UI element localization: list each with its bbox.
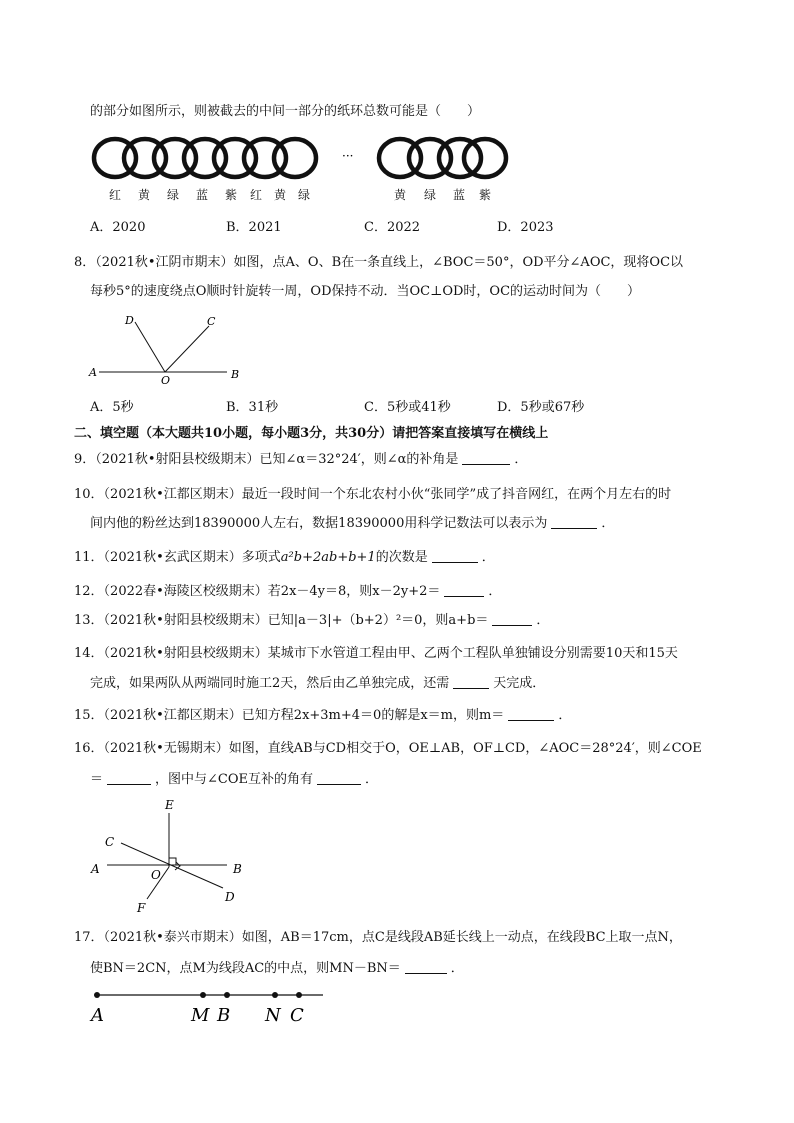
q8-label-a: A xyxy=(89,366,97,379)
q8-option-a[interactable]: A．5秒 xyxy=(90,400,134,415)
q17-label-m: M xyxy=(191,1005,210,1026)
q17-label-a: A xyxy=(91,1005,104,1026)
q14-line1: 14．（2021秋•射阳县校级期末）某城市下水管道工程由甲、乙两个工程队单独铺设分别需要10天和15天 xyxy=(74,646,678,661)
q8-label-c: C xyxy=(207,315,216,328)
q14-answer-blank[interactable] xyxy=(453,675,489,689)
ring-label: 紫 xyxy=(479,188,492,202)
q8-option-d[interactable]: D．5秒或67秒 xyxy=(497,400,585,415)
q8-line1: 8．（2021秋•江阴市期末）如图，点A、O、B在一条直线上，∠BOC＝50°，OD平分∠AOC，现将OC以 xyxy=(74,255,684,270)
ring-label: 绿 xyxy=(298,188,311,202)
q7-dots: ··· xyxy=(342,149,354,163)
q8-label-d: D xyxy=(125,314,134,327)
q7-option-b[interactable]: B．2021 xyxy=(226,220,282,235)
q8-angle-figure xyxy=(85,310,255,390)
q15-text: 15．（2021秋•江都区期末）已知方程2x+3m+4＝0的解是x＝m，则m＝ ． xyxy=(74,708,572,723)
q12-text: 12．（2022春•海陵区校级期末）若2x－4y＝8，则x－2y+2＝ ． xyxy=(74,584,502,599)
ring-label: 蓝 xyxy=(196,188,209,202)
q9-text: 9．（2021秋•射阳县校级期末）已知∠α＝32°24′，则∠α的补角是 ． xyxy=(74,452,528,467)
q10-line1: 10．（2021秋•江都区期末）最近一段时间一个东北农村小伙“张同学”成了抖音网红，在两个月左右的时 xyxy=(74,487,672,502)
q7-tail-text: 的部分如图所示，则被截去的中间一部分的纸环总数可能是（ ） xyxy=(90,104,481,119)
q16-answer-blank-1[interactable] xyxy=(107,771,151,785)
ring-label: 蓝 xyxy=(453,188,466,202)
q17-answer-blank[interactable] xyxy=(405,960,447,974)
q7-option-a[interactable]: A．2020 xyxy=(90,220,146,235)
q17-line1: 17．（2021秋•泰兴市期末）如图，AB＝17cm，点C是线段AB延长线上一动点，在线段BC上取一点N， xyxy=(74,930,682,945)
q13-text: 13．（2021秋•射阳县校级期末）已知|a－3|+（b+2）²＝0，则a+b＝ ． xyxy=(74,613,550,628)
q12-answer-blank[interactable] xyxy=(444,583,484,597)
q7-option-c[interactable]: C．2022 xyxy=(364,220,421,235)
ring-label: 绿 xyxy=(424,188,437,202)
q16-label-f: F xyxy=(137,901,146,915)
ring-label: 紫 xyxy=(225,188,238,202)
q10-answer-blank[interactable] xyxy=(551,515,597,529)
q16-line1: 16．（2021秋•无锡期末）如图，直线AB与CD相交于O，OE⊥AB，OF⊥CD，∠AOC＝28°24′，则∠COE xyxy=(74,741,702,756)
ring-label: 黄 xyxy=(394,188,407,202)
q11-answer-blank[interactable] xyxy=(432,549,478,563)
q14-line2: 完成，如果两队从两端同时施工2天，然后由乙单独完成，还需 天完成． xyxy=(90,676,546,691)
section-2-heading: 二、填空题（本大题共10小题，每小题3分，共30分）请把答案直接填写在横线上 xyxy=(74,426,549,441)
ring-label: 红 xyxy=(109,188,122,202)
q8-line2: 每秒5°的速度绕点O顺时针旋转一周，OD保持不动．当OC⊥OD时，OC的运动时间为（ ） xyxy=(90,284,641,299)
q11-text: 11．（2021秋•玄武区期末）多项式a²b+2ab+b+1的次数是 ． xyxy=(74,550,495,565)
q16-label-e: E xyxy=(165,798,174,812)
q16-line2: ＝ ，图中与∠COE互补的角有 ． xyxy=(90,772,379,787)
ring-label: 绿 xyxy=(167,188,180,202)
q17-label-n: N xyxy=(265,1005,281,1026)
q17-line2: 使BN＝2CN，点M为线段AC的中点，则MN－BN＝ ． xyxy=(90,961,464,976)
q8-label-o: O xyxy=(161,374,171,387)
q16-label-o: O xyxy=(151,868,161,882)
q16-label-d: D xyxy=(225,890,235,904)
q15-answer-blank[interactable] xyxy=(508,707,554,721)
q17-label-c: C xyxy=(290,1005,304,1026)
q16-label-c: C xyxy=(105,835,115,849)
q16-figure xyxy=(85,795,260,920)
q10-line2: 间内他的粉丝达到18390000人左右，数据18390000用科学记数法可以表示为 ． xyxy=(90,516,615,531)
q16-label-a: A xyxy=(91,862,100,876)
q13-answer-blank[interactable] xyxy=(492,612,532,626)
q17-label-b: B xyxy=(217,1005,231,1026)
q8-option-b[interactable]: B．31秒 xyxy=(226,400,279,415)
q17-segment-figure xyxy=(85,985,345,1030)
q8-label-b: B xyxy=(231,368,240,381)
q16-answer-blank-2[interactable] xyxy=(317,771,361,785)
ring-label: 黄 xyxy=(274,188,287,202)
q9-answer-blank[interactable] xyxy=(462,451,510,465)
q8-option-c[interactable]: C．5秒或41秒 xyxy=(364,400,451,415)
q7-option-d[interactable]: D．2023 xyxy=(497,220,554,235)
q16-label-b: B xyxy=(233,862,242,876)
ring-label: 黄 xyxy=(138,188,151,202)
ring-label: 红 xyxy=(250,188,263,202)
q11-polynomial: a²b+2ab+b+1 xyxy=(280,550,376,565)
